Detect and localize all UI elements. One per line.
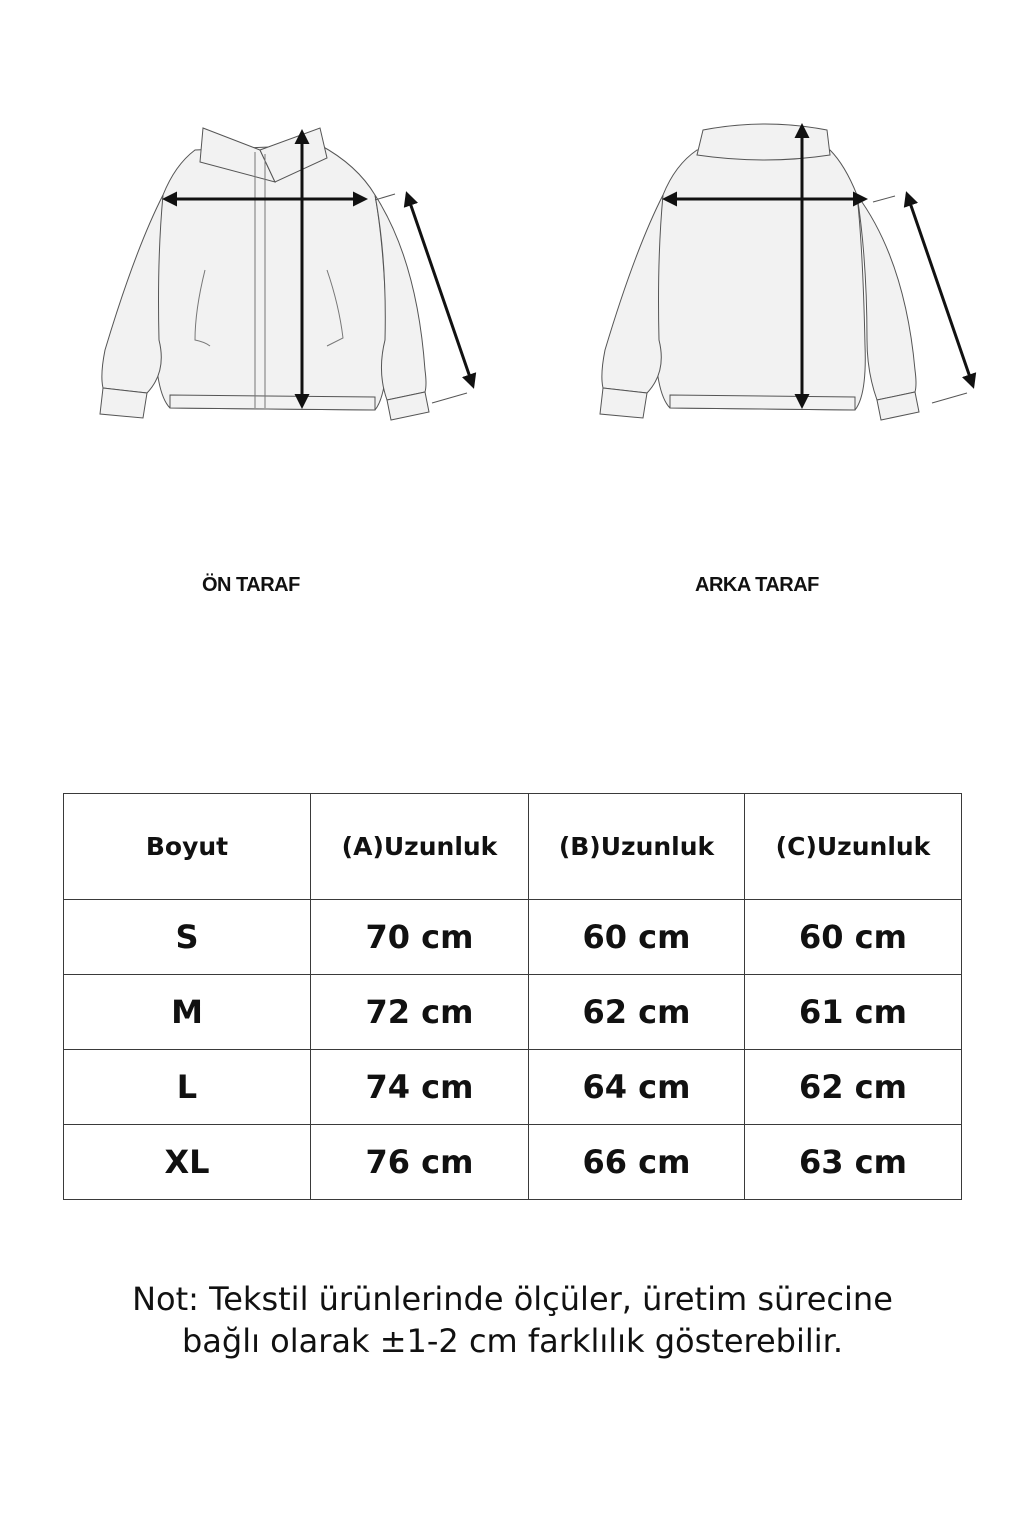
cell-a: 74 cm: [311, 1050, 529, 1125]
cell-c: 61 cm: [745, 975, 962, 1050]
note-line-2: bağlı olarak ±1-2 cm farklılık gösterebilir.: [181, 1322, 844, 1360]
tolerance-note: [0, 1278, 1025, 1362]
cell-b: 64 cm: [529, 1050, 745, 1125]
cell-b: 60 cm: [529, 900, 745, 975]
cell-size: XL: [64, 1125, 311, 1200]
size-chart-table: [63, 793, 962, 1200]
cell-a: 70 cm: [311, 900, 529, 975]
cell-c: 62 cm: [745, 1050, 962, 1125]
cell-c: 60 cm: [745, 900, 962, 975]
cell-a: 76 cm: [311, 1125, 529, 1200]
back-jacket-diagram: [595, 110, 995, 430]
cell-a: 72 cm: [311, 975, 529, 1050]
back-view-label: ARKA TARAF: [695, 574, 819, 596]
cell-size: L: [64, 1050, 311, 1125]
header-c-length: (C)Uzunluk: [745, 794, 962, 900]
table-row: [64, 975, 962, 1050]
cell-size: S: [64, 900, 311, 975]
header-size: Boyut: [64, 794, 311, 900]
header-a-length: (A)Uzunluk: [311, 794, 529, 900]
front-jacket-illustration: [95, 110, 495, 430]
front-view-label: ÖN TARAF: [202, 574, 300, 596]
header-b-length: (B)Uzunluk: [529, 794, 745, 900]
table-row: [64, 1125, 962, 1200]
table-header-row: [64, 794, 962, 900]
front-jacket-diagram: [95, 110, 495, 430]
cell-b: 62 cm: [529, 975, 745, 1050]
table-row: [64, 900, 962, 975]
cell-c: 63 cm: [745, 1125, 962, 1200]
cell-size: M: [64, 975, 311, 1050]
table-row: [64, 1050, 962, 1125]
cell-b: 66 cm: [529, 1125, 745, 1200]
note-line-1: Not: Tekstil ürünlerinde ölçüler, üretim sürecine: [132, 1280, 893, 1318]
back-jacket-illustration: [595, 110, 995, 430]
